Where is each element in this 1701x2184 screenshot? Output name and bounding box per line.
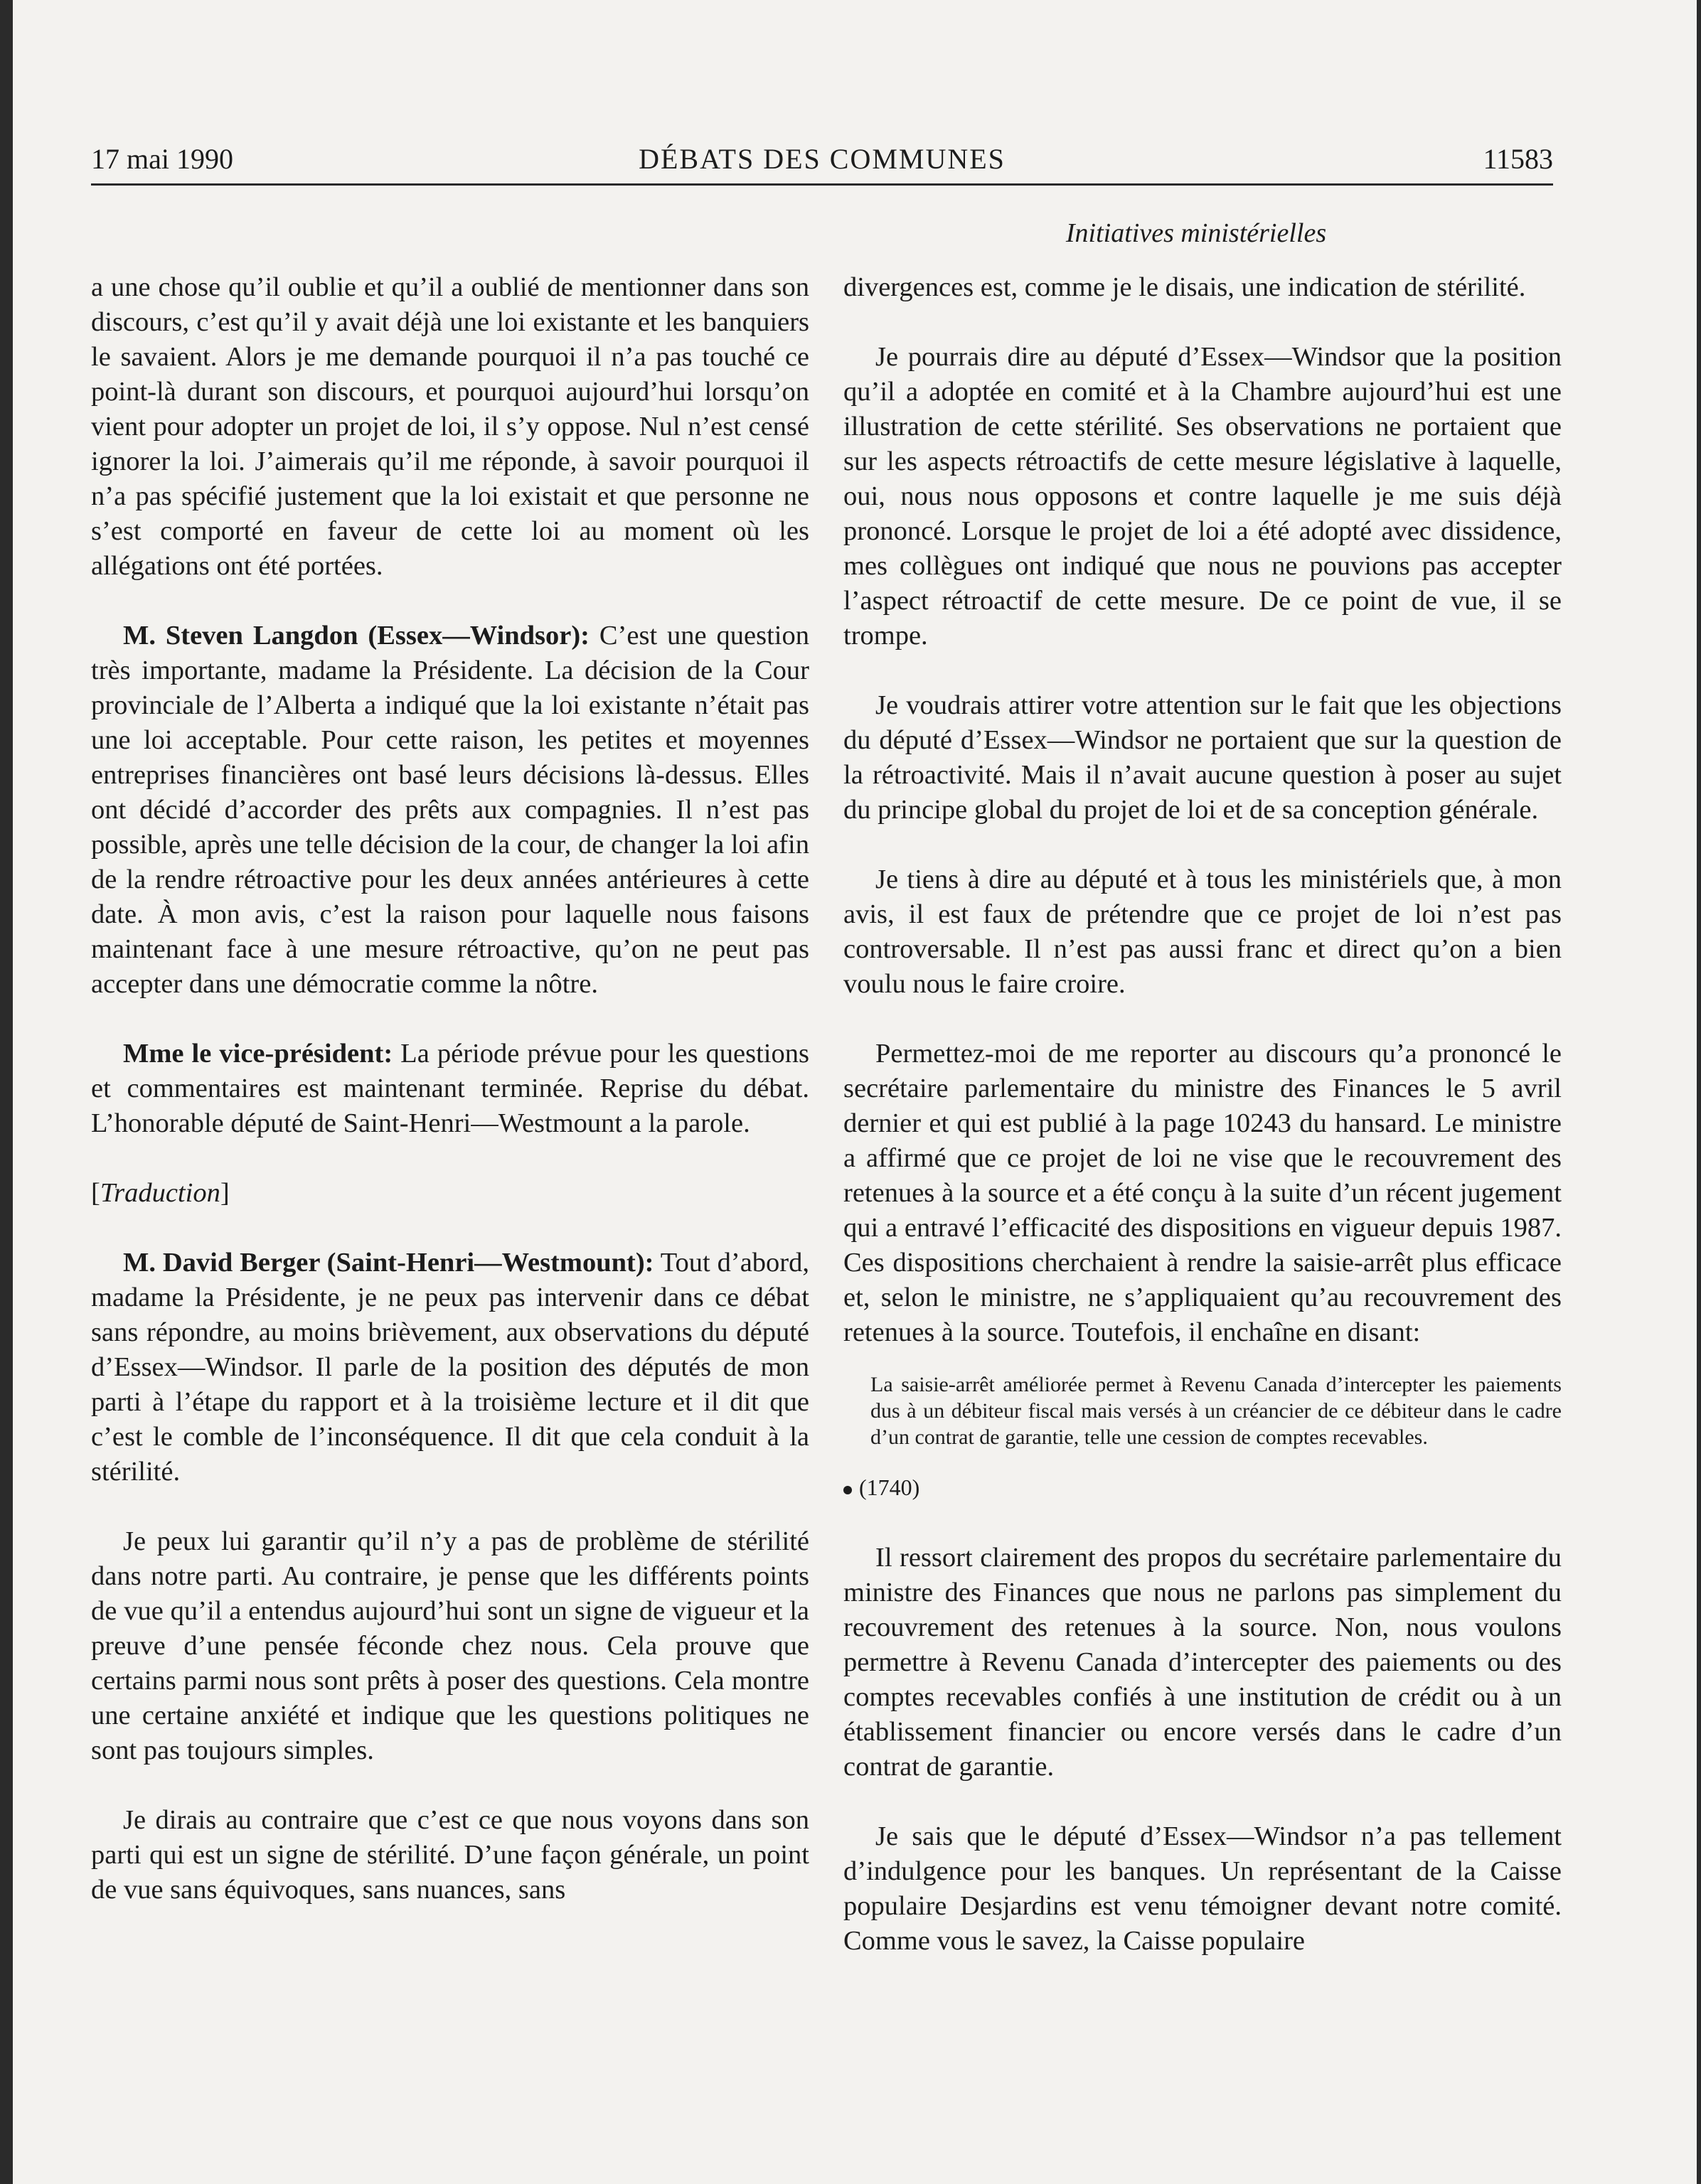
paragraph: Je peux lui garantir qu’il n’y a pas de problème de stérilité dans notre parti. Au contraire, je pense que les différents points de vue qu’il a entendus aujourd’hui sont un signe de vigueur et la preuve d’une pensée féconde chez nous. Cela prouve que certains parmi nous sont prêts à poser des questions. Cela montre une certaine anxiété et indique que les questions politiques ne sont pas toujours simples. xyxy=(91,1526,809,1765)
bracket-close: ] xyxy=(220,1178,230,1208)
paragraph xyxy=(91,619,809,1002)
paragraph: Permettez-moi de me reporter au discours qu’a prononcé le secrétaire parlementaire du ministre des Finances le 5 avril dernier et qui est publié à la page 10243 du hansard. Le ministre a affirmé que ce projet de loi ne vise que le recouvrement des retenues à la source et a été conçu à la suite d’un récent jugement qui a entravé l’efficacité des dispositions en vigueur depuis 1987. Ces dispositions cherchaient à rendre la saisie-arrêt plus efficace et, selon le ministre, ne s’appliquaient qu’au recouvrement des retenues à la source. Toutefois, il enchaîne en disant: xyxy=(843,1039,1562,1347)
quote-text: La saisie-arrêt améliorée permet à Revenu Canada d’intercepter les paiements dus à un débiteur fiscal mais versés à un créancier de ce débiteur dans le cadre d’un contrat de garantie, telle une cession de comptes recevables. xyxy=(870,1373,1562,1449)
speech-text: Tout d’abord, madame la Présidente, je ne peux pas intervenir dans ce débat sans répondre, au moins brièvement, aux observations du député d’Essex—Windsor. Il parle de la position des députés de mon parti à l’étape du rapport et à la troisième lecture et il dit que c’est le comble de l’inconséquence. Il dit que cela conduit à la stérilité. xyxy=(91,1248,809,1487)
paragraph xyxy=(91,1246,809,1489)
header-rule xyxy=(91,183,1553,186)
paragraph: Je sais que le député d’Essex—Windsor n’a pas tellement d’indulgence pour les banques. Un représentant de la Caisse populaire Desjardins est venu témoigner devant notre comité. Comme vous le savez, la Caisse populaire xyxy=(843,1821,1562,1956)
scan-edge-left xyxy=(0,0,13,2184)
bullet-icon xyxy=(843,1486,852,1494)
time-stamp: (1740) xyxy=(859,1474,920,1500)
paragraph: Je pourrais dire au député d’Essex—Windsor que la position qu’il a adoptée en comité et à la Chambre aujourd’hui est une illustration de cette stérilité. Ses observations ne portaient que sur les aspects rétroactifs de cette mesure législative à laquelle, oui, nous nous opposons et contre laquelle je me suis déjà prononcé. Lorsque le projet de loi a été adopté avec dissidence, mes collègues ont indiqué que nous ne pouvions pas accepter l’aspect rétroactif de cette mesure. De ce point de vue, il se trompe. xyxy=(843,342,1562,651)
paragraph: divergences est, comme je le disais, une indication de stérilité. xyxy=(843,272,1526,302)
speaker-name: M. David Berger (Saint-Henri—Westmount): xyxy=(123,1248,654,1278)
paragraph: Je voudrais attirer votre attention sur le fait que les objections du député d’Essex—Windsor ne portaient que sur la question de la rétroactivité. Mais il n’avait aucune question à poser au sujet du principe global du projet de loi et de sa conception générale. xyxy=(843,690,1562,825)
paragraph: Je dirais au contraire que c’est ce que nous voyons dans son parti qui est un signe de stérilité. D’une façon générale, un point de vue sans équivoques, sans nuances, sans xyxy=(91,1805,809,1905)
right-column xyxy=(843,270,1562,1993)
header-title: DÉBATS DES COMMUNES xyxy=(639,143,1006,175)
section-title: Initiatives ministérielles xyxy=(1065,218,1327,248)
paragraph: Je tiens à dire au député et à tous les ministériels que, à mon avis, il est faux de prétendre que ce projet de loi n’est pas controversable. Il n’est pas aussi franc et direct qu’on a bien voulu nous le faire croire. xyxy=(843,864,1562,999)
paragraph xyxy=(91,1037,809,1141)
paragraph: Il ressort clairement des propos du secrétaire parlementaire du ministre des Finances que nous ne parlons pas simplement du recouvrement des retenues à la source. Non, nous voulons permettre à Revenu Canada d’intercepter des paiements ou des comptes recevables confiés à une institution de crédit ou à un établissement financier ou encore versés dans le cadre d’un contrat de garantie. xyxy=(843,1543,1562,1782)
bracket-open: [ xyxy=(91,1178,100,1208)
paragraph: a une chose qu’il oublie et qu’il a oublié de mentionner dans son discours, c’est qu’il y avait déjà une loi existante et les banquiers le savaient. Alors je me demande pourquoi il n’a pas touché ce point-là durant son discours, et pourquoi aujourd’hui lorsqu’on vient pour adopter un projet de loi, il s’y oppose. Nul n’est censé ignorer la loi. J’aimerais qu’il me réponde, à savoir pourquoi il n’a pas spécifié justement que la loi existait et que personne ne s’est comporté en faveur de cette loi au moment où les allégations ont été portées. xyxy=(91,272,809,581)
speaker-name: M. Steven Langdon (Essex—Windsor): xyxy=(123,621,590,651)
left-column xyxy=(91,270,809,1942)
block-quote xyxy=(870,1371,1562,1450)
header-date: 17 mai 1990 xyxy=(91,143,233,175)
translation-label: Traduction xyxy=(100,1178,220,1208)
translation-note xyxy=(91,1176,809,1211)
speech-text: La période prévue pour les questions et commentaires est maintenant terminée. Reprise du débat. L’honorable député de Saint-Henri—Westmount a la parole. xyxy=(91,1039,809,1138)
running-header xyxy=(91,142,1553,185)
speech-text: C’est une question très importante, madame la Présidente. La décision de la Cour provinciale de l’Alberta a indiqué que la loi existante n’était pas une loi acceptable. Pour cette raison, les petites et moyennes entreprises financières ont basé leurs décisions là-dessus. Elles ont décidé d’accorder des prêts aux compagnies. Il n’est pas possible, après une telle décision de la cour, de changer la loi afin de la rendre rétroactive pour les deux années antérieures à cette date. À mon avis, c’est la raison pour laquelle nous faisons maintenant face à une mesure rétroactive, qu’on ne peut pas accepter dans une démocratie comme la nôtre. xyxy=(91,621,809,999)
time-marker xyxy=(843,1470,1562,1505)
page-number: 11583 xyxy=(1483,143,1553,175)
scan-edge-right xyxy=(1697,0,1701,2184)
speaker-name: Mme le vice-président: xyxy=(123,1039,393,1069)
